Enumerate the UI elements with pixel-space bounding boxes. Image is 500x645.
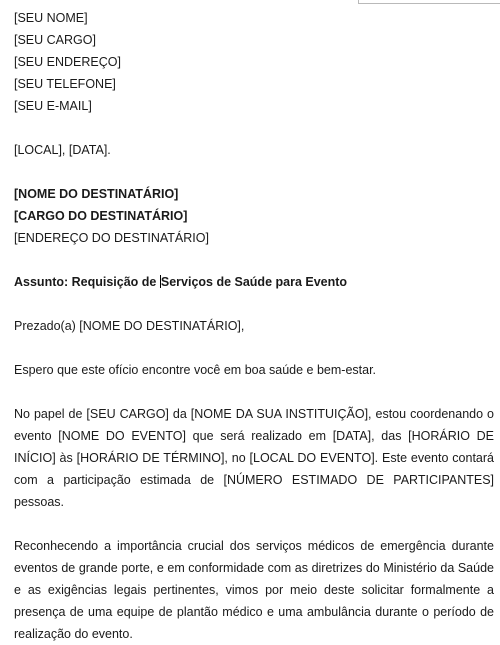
recipient-block [14,183,494,249]
sender-address: [SEU ENDEREÇO] [14,55,121,69]
paragraph-wellbeing: Espero que este ofício encontre você em boa saúde e bem-estar. [14,363,377,377]
paragraph-request: Reconhecendo a importância crucial dos serviços médicos de emergência durante eventos de grande porte, e em conformidade com as diretrizes do Ministério da Saúde e as exigências legais pertinentes, vimos por meio deste solicitar formalmente a presença de uma equipe de plantão médico e uma ambulância durante o período de realização do evento. [14,539,494,641]
spacer [14,381,494,403]
sender-email: [SEU E-MAIL] [14,99,92,113]
sender-block [14,7,494,117]
spacer [14,513,494,535]
spacer [14,337,494,359]
subject-line [14,271,494,293]
sender-name: [SEU NOME] [14,11,88,25]
subject-text-start: Assunto: Requisição de [14,275,160,289]
spacer [14,293,494,315]
place-date: [LOCAL], [DATA]. [14,143,111,157]
recipient-name: [NOME DO DESTINATÁRIO] [14,187,179,201]
spacer [14,161,494,183]
window-corner-frame [358,0,500,4]
sender-role: [SEU CARGO] [14,33,96,47]
document-page[interactable] [14,7,494,645]
subject-text-end: Serviços de Saúde para Evento [160,275,348,289]
greeting: Prezado(a) [NOME DO DESTINATÁRIO], [14,319,245,333]
spacer [14,249,494,271]
recipient-role: [CARGO DO DESTINATÁRIO] [14,209,188,223]
recipient-address: [ENDEREÇO DO DESTINATÁRIO] [14,231,209,245]
paragraph-event-details: No papel de [SEU CARGO] da [NOME DA SUA INSTITUIÇÃO], estou coordenando o evento [NOME DO EVENTO] que será realizado em [DATA], das [HORÁRIO DE INÍCIO] às [HORÁRIO DE TÉRMINO], no [LOCAL DO EVENTO]. Este evento contará com a participação estimada de [NÚMERO ESTIMADO DE PARTICIPANTES] pessoas. [14,407,494,509]
spacer [14,117,494,139]
sender-phone: [SEU TELEFONE] [14,77,116,91]
